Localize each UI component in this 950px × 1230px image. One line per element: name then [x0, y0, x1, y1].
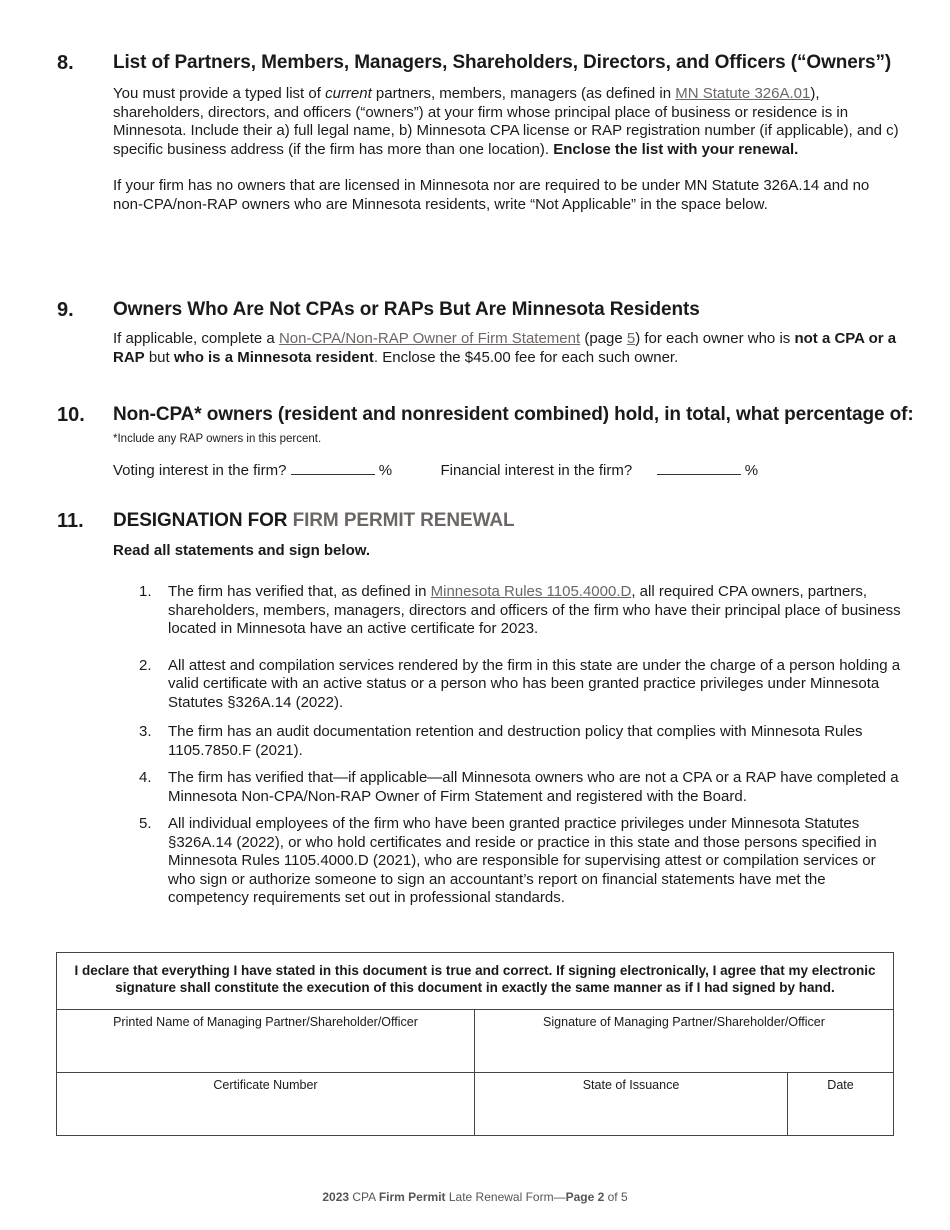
section-body — [113, 330, 903, 385]
paragraph: If applicable, complete a Non-CPA/Non-RAP Owner of Firm Statement (page 5) for each owner who is not a CPA or a RAP but who is a Minnesota resident. Enclose the $45.00 fee for each such owner. — [113, 330, 897, 366]
statement-item: 5. All individual employees of the firm who have been granted practice privileges under Minnesota Statutes §326A.14 (2022), or who hold certificates and reside or practice in this state and those persons specified in Minnesota Rules 1105.4000.D (2021), who are responsible for supervising attest or compilation services or who sign or authorize someone to sign an accountant’s report on financial statements have met the competency requirements set out in professional standards. — [139, 815, 877, 906]
paragraph: If your firm has no owners that are licensed in Minnesota nor are required to be under MN Statute 326A.14 and no non-CPA/non-RAP owners who are Minnesota residents, write “Not Applicable” in the space below. — [113, 177, 870, 213]
signature-field[interactable]: Signature of Managing Partner/Shareholder/Officer — [475, 1010, 894, 1073]
section-title: List of Partners, Members, Managers, Shareholders, Directors, and Officers (“Owners”) — [113, 52, 892, 73]
financial-interest-field[interactable] — [657, 461, 741, 475]
declaration: I declare that everything I have stated in this document is true and correct. If signing electronically, I agree that my electronic signature shall constitute the execution of this document in exactly the same manner as if I had signed by hand. — [57, 953, 894, 1010]
date-field[interactable]: Date — [788, 1073, 894, 1136]
voting-interest-label: Voting interest in the firm? — [113, 462, 287, 479]
printed-name-field[interactable]: Printed Name of Managing Partner/Shareholder/Officer — [57, 1010, 475, 1073]
page-footer: 2023 CPA Firm Permit Late Renewal Form—Page 2 of 5 — [322, 1190, 628, 1204]
section-body — [113, 85, 903, 232]
mn-rules-link[interactable]: Minnesota Rules 1105.4000.D — [430, 583, 632, 600]
owner-statement-link[interactable]: Non-CPA/Non-RAP Owner of Firm Statement — [278, 330, 581, 347]
section-title: DESIGNATION FOR FIRM PERMIT RENEWAL — [113, 510, 515, 531]
page-link[interactable]: 5 — [626, 330, 636, 347]
footnote: *Include any RAP owners in this percent. — [113, 433, 322, 445]
mn-statute-link[interactable]: MN Statute 326A.01 — [675, 85, 811, 102]
financial-interest-label: Financial interest in the firm? — [440, 462, 633, 479]
percentage-fields: Voting interest in the firm? % Financial interest in the firm? % — [113, 462, 759, 479]
paragraph: You must provide a typed list of current partners, members, managers (as defined in MN Statute 326A.01), shareholders, directors, and officers (“owners”) at your firm whose principal place of business or residence is in Minnesota. Include their a) full legal name, b) Minnesota CPA license or RAP registration number (if applicable), and c) specific business address (if the firm has more than one location). Enclose the list with your renewal. — [113, 85, 899, 158]
section-number: 10. — [57, 404, 85, 426]
state-of-issuance-field[interactable]: State of Issuance — [475, 1073, 788, 1136]
statement-item: 1. The firm has verified that, as defined in Minnesota Rules 1105.4000.D, all required CPA owners, partners, shareholders, members, managers, directors and officers of the firm who have their principal place of business located in Minnesota have an active certificate for 2023. — [139, 583, 901, 637]
statement-item: 3. The firm has an audit documentation retention and destruction policy that complies with Minnesota Rules 1105.7850.F (2021). — [139, 723, 863, 759]
statement-item: 4. The firm has verified that—if applicable—all Minnesota owners who are not a CPA or a RAP have completed a Minnesota Non-CPA/Non-RAP Owner of Firm Statement and registered with the Board. — [139, 769, 899, 805]
statement-item: 2. All attest and compilation services rendered by the firm in this state are under the charge of a person holding a valid certificate with an active status or a person who has been granted practice privileges under Minnesota Statutes §326A.14 (2022). — [139, 656, 901, 711]
signature-table — [56, 952, 894, 1136]
statement-list — [113, 583, 903, 908]
section-number: 8. — [57, 52, 74, 74]
certificate-number-field[interactable]: Certificate Number — [57, 1073, 475, 1136]
section-title: Non-CPA* owners (resident and nonresident combined) hold, in total, what percentage of: — [113, 404, 914, 425]
section-number: 9. — [57, 299, 74, 321]
section-title: Owners Who Are Not CPAs or RAPs But Are Minnesota Residents — [113, 299, 700, 320]
section-number: 11. — [57, 510, 84, 532]
voting-interest-field[interactable] — [291, 461, 375, 475]
instruction: Read all statements and sign below. — [113, 542, 371, 559]
